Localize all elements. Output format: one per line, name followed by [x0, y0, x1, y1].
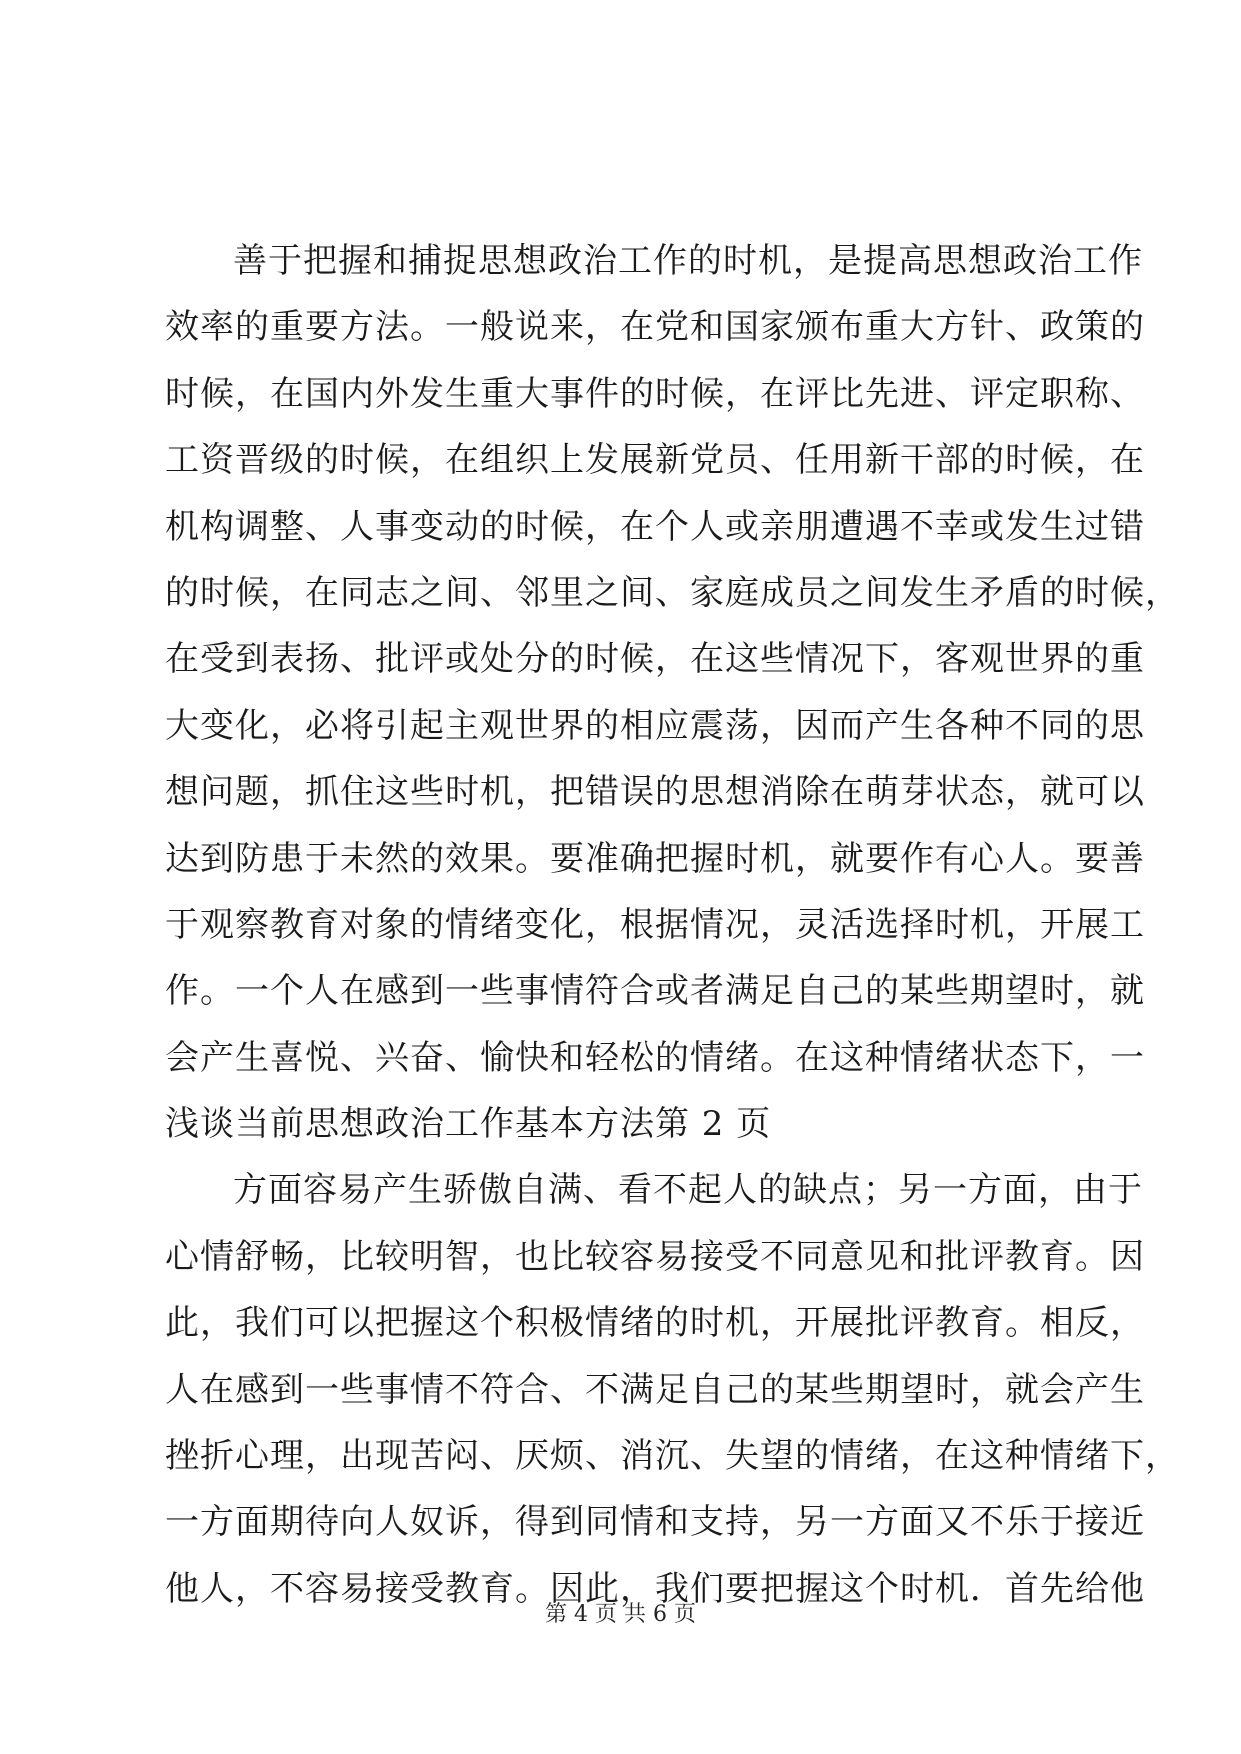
- text-line-14: 浅谈当前思想政治工作基本方法第 2 页: [165, 1104, 772, 1145]
- text-line-13: 会产生喜悦、兴奋、愉快和轻松的情绪。在这种情绪状态下，一: [165, 1037, 1145, 1078]
- text-line-6: 的时候，在同志之间、邻里之间、家庭成员之间发生矛盾的时候，: [165, 572, 1180, 613]
- text-line-1: 善于把握和捕捉思想政治工作的时机，是提高思想政治工作: [233, 241, 1143, 281]
- text-line-9: 想问题，抓住这些时机，把错误的思想消除在萌芽状态，就可以: [165, 772, 1145, 813]
- text-line-3: 时候，在国内外发生重大事件的时候，在评比先进、评定职称、: [165, 373, 1145, 414]
- document-body: [165, 228, 1180, 1622]
- text-line-8: 大变化，必将引起主观世界的相应震荡，因而产生各种不同的思: [165, 705, 1145, 746]
- text-line-7: 在受到表扬、批评或处分的时候，在这些情况下，客观世界的重: [165, 639, 1145, 680]
- page-footer: [0, 1600, 1241, 1630]
- text-line-18: 人在感到一些事情不符合、不满足自己的某些期望时，就会产生: [165, 1369, 1145, 1410]
- text-line-2: 效率的重要方法。一般说来，在党和国家颁布重大方针、政策的: [165, 307, 1145, 348]
- text-line-11: 于观察教育对象的情绪变化，根据情况，灵活选择时机，开展工: [165, 904, 1145, 945]
- text-line-21: 他人，不容易接受教育。因此，我们要把握这个时机．首先给他: [165, 1568, 1145, 1609]
- text-line-16: 心情舒畅，比较明智，也比较容易接受不同意见和批评教育。因: [165, 1236, 1145, 1277]
- text-line-12: 作。一个人在感到一些事情符合或者满足自己的某些期望时，就: [165, 971, 1145, 1012]
- text-line-19: 挫折心理，出现苦闷、厌烦、消沉、失望的情绪，在这种情绪下，: [165, 1436, 1180, 1477]
- text-line-10: 达到防患于未然的效果。要准确把握时机，就要作有心人。要善: [165, 838, 1145, 879]
- page-number: 第 4 页 共 6 页: [545, 1602, 696, 1627]
- text-line-4: 工资晋级的时候，在组织上发展新党员、任用新干部的时候，在: [165, 440, 1145, 481]
- text-line-5: 机构调整、人事变动的时候，在个人或亲朋遭遇不幸或发生过错: [165, 506, 1145, 547]
- text-line-15: 方面容易产生骄傲自满、看不起人的缺点；另一方面，由于: [233, 1170, 1143, 1211]
- text-line-20: 一方面期待向人奴诉，得到同情和支持，另一方面又不乐于接近: [165, 1502, 1145, 1543]
- text-line-17: 此，我们可以把握这个积极情绪的时机，开展批评教育。相反，: [165, 1303, 1145, 1344]
